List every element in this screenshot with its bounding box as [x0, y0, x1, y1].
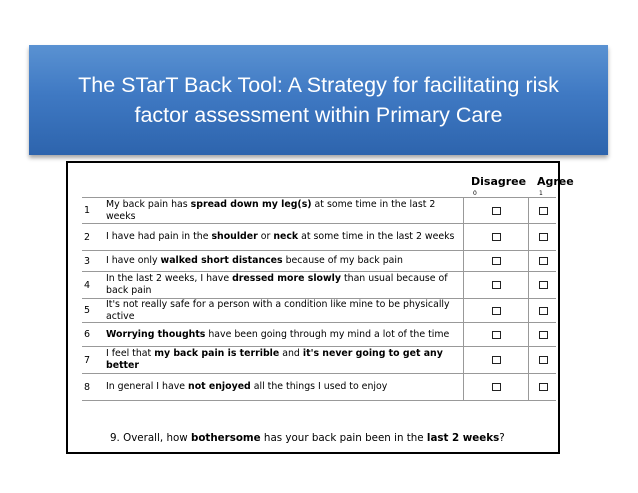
text: has your back pain been in the [260, 432, 427, 444]
question-number: 6 [84, 329, 91, 340]
question-row [82, 374, 556, 401]
text: In the last 2 weeks, I have [106, 273, 233, 284]
agree-checkbox[interactable] [539, 233, 548, 241]
agree-checkbox[interactable] [539, 356, 548, 364]
agree-checkbox[interactable] [539, 207, 548, 215]
agree-cell [528, 251, 557, 271]
question-text [106, 251, 466, 271]
disagree-label: Disagree [471, 175, 527, 188]
question-text-inner [106, 329, 449, 341]
column-header-agree [537, 175, 574, 197]
question-text-inner [106, 231, 454, 243]
agree-checkbox[interactable] [539, 257, 548, 265]
bold-text: bothersome [190, 432, 261, 444]
disagree-checkbox[interactable] [492, 383, 501, 391]
question-number: 7 [84, 354, 91, 366]
question-number: 4 [84, 279, 91, 291]
text: have been going through my mind a lot of the time [205, 328, 450, 340]
agree-cell [528, 198, 557, 223]
bold-text: Worrying thoughts [106, 328, 206, 340]
question-row [82, 197, 556, 224]
bold-text: my back pain is terrible [154, 348, 280, 359]
question-row [82, 272, 556, 299]
disagree-checkbox[interactable] [492, 281, 501, 289]
agree-cell [528, 323, 557, 346]
text: I have had pain in the [106, 231, 212, 242]
agree-checkbox[interactable] [539, 383, 548, 391]
text: 9. Overall, how [110, 432, 191, 444]
disagree-checkbox[interactable] [492, 356, 501, 364]
bold-text: dressed more slowly [232, 273, 341, 284]
disagree-cell [463, 374, 529, 400]
agree-cell [528, 299, 557, 322]
title-banner [29, 45, 608, 155]
question-text [106, 198, 466, 223]
question-number: 1 [84, 205, 91, 216]
question-row [82, 251, 556, 272]
disagree-checkbox[interactable] [492, 331, 501, 339]
question-number: 3 [84, 255, 91, 267]
agree-checkbox[interactable] [539, 307, 548, 315]
bold-text: last 2 weeks [426, 432, 500, 444]
question-text [106, 299, 466, 322]
agree-cell [528, 374, 557, 400]
question-row [82, 224, 556, 251]
bold-text: not enjoyed [188, 381, 251, 392]
question-9 [110, 432, 505, 444]
agree-checkbox[interactable] [539, 281, 548, 289]
text: My back pain has [106, 198, 191, 210]
question-rows [82, 197, 556, 401]
text: ? [499, 432, 505, 444]
question-number: 8 [84, 381, 91, 393]
agree-label: Agree [537, 175, 574, 188]
disagree-score: 0 [473, 190, 477, 197]
bold-text: walked short distances [160, 255, 283, 266]
disagree-cell [463, 198, 529, 223]
disagree-cell [463, 272, 529, 298]
text: I have only [106, 255, 161, 266]
disagree-cell [463, 323, 529, 346]
agree-checkbox[interactable] [539, 331, 548, 339]
disagree-checkbox[interactable] [492, 233, 501, 241]
bold-text: spread down my leg(s) [190, 198, 312, 210]
question-text [106, 272, 466, 298]
text: because of my back pain [282, 255, 403, 266]
question-text [106, 224, 466, 250]
disagree-cell [463, 224, 529, 250]
question-text-inner [106, 381, 387, 393]
text: I feel that [106, 348, 155, 359]
bold-text: it's never going to get any better [106, 348, 443, 371]
disagree-cell [463, 251, 529, 271]
disagree-checkbox[interactable] [492, 307, 501, 315]
questionnaire-image [66, 161, 574, 454]
text: It's not really safe for a person with a condition like mine to be physically active [106, 298, 450, 322]
disagree-cell [463, 347, 529, 373]
text: than usual because of back pain [106, 273, 448, 296]
agree-cell [528, 224, 557, 250]
question-text-inner [106, 273, 466, 297]
bold-text: neck [273, 231, 299, 242]
bold-text: shoulder [211, 231, 258, 242]
question-number: 5 [84, 305, 91, 316]
text: all the things I used to enjoy [250, 381, 388, 392]
question-row [82, 347, 556, 374]
disagree-checkbox[interactable] [492, 257, 501, 265]
question-text [106, 323, 466, 346]
slide-title: The STarT Back Tool: A Strategy for facilitating risk factor assessment within Primary Care [78, 73, 559, 127]
question-row [82, 299, 556, 323]
text: In general I have [106, 381, 189, 392]
text: or [257, 231, 274, 242]
text: at some time in the last 2 weeks [298, 231, 455, 242]
question-text-inner [106, 255, 403, 267]
question-text-inner [106, 348, 466, 372]
disagree-cell [463, 299, 529, 322]
agree-score: 1 [539, 190, 543, 197]
text: at some time in the last 2 weeks [106, 198, 436, 222]
question-text [106, 374, 466, 400]
question-text-inner [106, 299, 466, 323]
agree-cell [528, 272, 557, 298]
question-text [106, 347, 466, 373]
agree-cell [528, 347, 557, 373]
disagree-checkbox[interactable] [492, 207, 501, 215]
question-number: 2 [84, 231, 91, 243]
question-text-inner [106, 199, 466, 223]
text: and [279, 348, 303, 359]
column-header-disagree [471, 175, 526, 197]
question-row [82, 323, 556, 347]
